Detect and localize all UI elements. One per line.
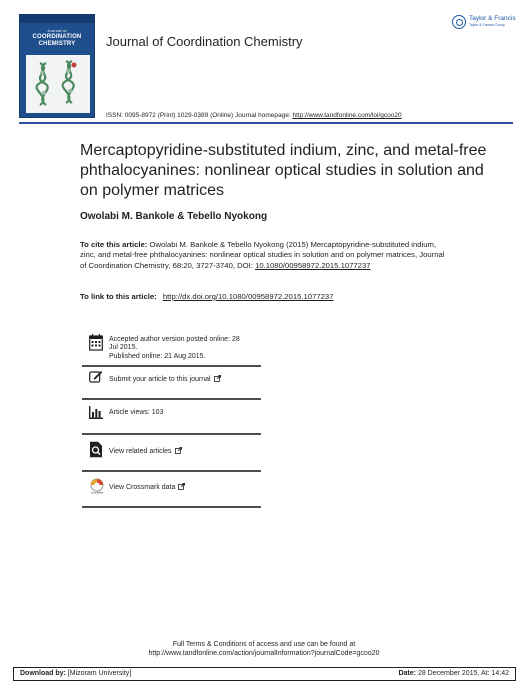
- views-row: [82, 404, 261, 424]
- crossmark-logo-text: CrossMark: [90, 491, 104, 494]
- divider: [82, 398, 261, 400]
- submit-row[interactable]: [82, 369, 261, 389]
- article-views: Article views: 103: [109, 409, 164, 416]
- external-link-icon: [178, 483, 185, 490]
- journal-title: Journal of Coordination Chemistry: [106, 34, 303, 49]
- terms-link[interactable]: http://www.tandfonline.com/action/journalInformation?journalCode=gcoo20: [148, 650, 380, 657]
- journal-homepage-link[interactable]: http://www.tandfonline.com/loi/gcoo20: [292, 112, 402, 119]
- citation-doi-link[interactable]: 10.1080/00958972.2015.1077237: [255, 260, 371, 270]
- issn-line: [106, 112, 402, 119]
- terms-text: Full Terms & Conditions of access and use can be found at: [172, 641, 356, 648]
- publisher-logo[interactable]: [452, 14, 516, 38]
- link-label: To link to this article:: [80, 292, 157, 301]
- crossmark-link[interactable]: View Crossmark data: [109, 483, 185, 492]
- article-doi-link[interactable]: http://dx.doi.org/10.1080/00958972.2015.1077237: [162, 292, 334, 301]
- crossmark-icon: [89, 478, 105, 494]
- divider: [82, 433, 261, 435]
- download-info-bar: [13, 667, 516, 681]
- calendar-icon: [89, 334, 103, 351]
- download-by: Download by: [Mizoram University]: [20, 670, 132, 677]
- article-link-line: [80, 292, 333, 301]
- cover-top-band: [20, 15, 94, 23]
- divider: [82, 506, 261, 508]
- article-title: Mercaptopyridine-substituted indium, zinc, and metal-free phthalocyanines: nonlinear optical studies in solution and on polymer matrices: [80, 142, 487, 199]
- cover-molecule-illustration: [26, 55, 90, 113]
- crossmark-row[interactable]: [82, 476, 261, 498]
- bar-chart-icon: [89, 406, 103, 419]
- dates-row: [82, 333, 261, 363]
- publication-dates: Accepted author version posted online: 28 Jul 2015. Published online: 21 Aug 2015.: [109, 336, 240, 360]
- publisher-tagline: Taylor & Francis Group: [469, 23, 505, 27]
- terms-notice: [0, 640, 528, 658]
- publisher-name: Taylor & Francis: [469, 15, 516, 22]
- issn-text: ISSN: 0095-8972 (Print) 1029-0389 (Online) Journal homepage:: [106, 112, 291, 119]
- article-authors: Owolabi M. Bankole & Tebello Nyokong: [80, 211, 268, 222]
- divider: [82, 470, 261, 472]
- divider: [82, 365, 261, 367]
- external-link-icon: [175, 447, 182, 454]
- edit-icon: [89, 370, 103, 383]
- taylor-francis-logo-icon: [452, 15, 466, 29]
- cover-title: Journal of COORDINATION CHEMISTRY: [32, 28, 82, 47]
- citation-label: To cite this article:: [80, 240, 148, 249]
- citation-text: Owolabi M. Bankole & Tebello Nyokong (2015) Mercaptopyridine-substituted indium, zinc, and metal-free phthalocyanines: nonlinear optical studies in solution and on polymer matrices, Journal of Coordination Chemistry, 68:20, 3727-3740, DOI:: [80, 240, 445, 270]
- search-document-icon: [89, 441, 103, 458]
- submit-article-link[interactable]: Submit your article to this journal: [109, 375, 221, 384]
- external-link-icon: [214, 375, 221, 382]
- citation-block: [80, 240, 446, 271]
- journal-cover-image: [19, 14, 95, 118]
- related-articles-link[interactable]: View related articles: [109, 447, 182, 456]
- header-divider: [19, 122, 513, 124]
- related-row[interactable]: [82, 440, 261, 462]
- download-date: Date: 28 December 2015, At: 14:42: [398, 670, 509, 677]
